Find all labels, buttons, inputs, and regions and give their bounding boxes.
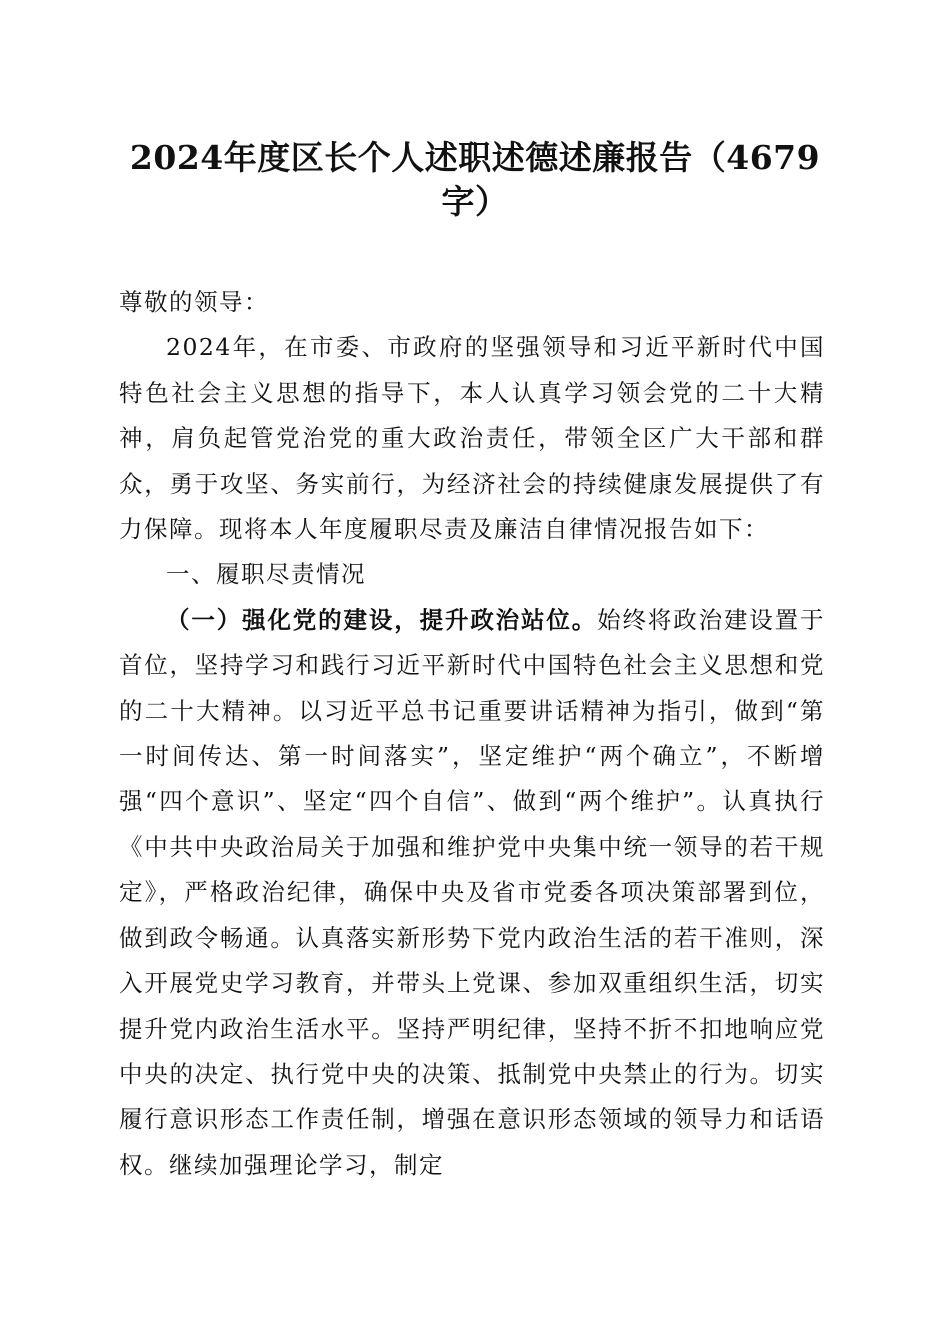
item-body: 始终将政治建设置于首位，坚持学习和践行习近平新时代中国特色社会主义思想和党的二十大精神。以习近平总书记重要讲话精神为指引，做到“第一时间传达、第一时间落实”，坚定维护“两个确立”，不断增强“四个意识”、坚定“四个自信”、做到“两个维护”。认真执行《中共中央政治局关于加强和维护党中央集中统一领导的若干规定》，严格政治纪律，确保中央及省市党委各项决策部署到位，做到政令畅通。认真落实新形势下党内政治生活的若干准则，深入开展党史学习教育，并带头上党课、参加双重组织生活，切实提升党内政治生活水平。坚持严明纪律，坚持不折不扣地响应党中央的决定、执行党中央的决策、抵制党中央禁止的行为。切实履行意识形态工作责任制，增强在意识形态领域的领导力和话语权。继续加强理论学习，制定 xyxy=(119,605,826,1179)
item-paragraph xyxy=(119,598,825,1188)
section-heading: 一、履职尽责情况 xyxy=(166,560,366,589)
salutation: 尊敬的领导： xyxy=(119,288,269,316)
intro-paragraph: 2024年，在市委、市政府的坚强领导和习近平新时代中国特色社会主义思想的指导下，本人认真学习领会党的二十大精神，肩负起管党治党的重大政治责任，带领全区广大干部和群众，勇于攻坚、务实前行，为经济社会的持续健康发展提供了有力保障。现将本人年度履职尽责及廉洁自律情况报告如下： xyxy=(119,333,825,544)
document-title: 2024年度区长个人述职述德述廉报告（4679字） xyxy=(129,138,821,221)
item-lead: （一）强化党的建设，提升政治站位。 xyxy=(166,605,598,634)
document-body xyxy=(119,280,825,1188)
